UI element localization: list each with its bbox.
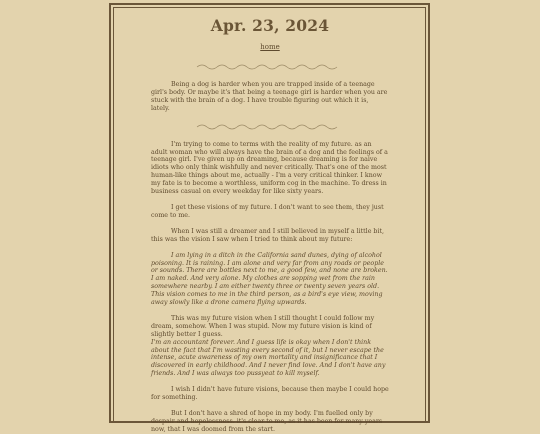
post-content [151,16,389,434]
paragraph: I'm trying to come to terms with the reality of my future. as an adult woman who will always have the brain of a dog and the feelings of a teenage girl. I've given up on dreaming, because dreaming is for naive idiots who only think wishfully and never critically. That's one of the most human-like things about me, actually - I'm a very critical thinker. I know my fate is to become a worthless, uniform cog in the machine. To dress in business casual on every weekday for like sixty years. [151,140,388,196]
post-date-title: Apr. 23, 2024 [210,16,330,35]
ornamental-divider [151,123,389,131]
paragraph: I wish I didn't have future visions, because then maybe I could hope for something. [151,386,389,402]
paragraph: This was my future vision when I still thought I could follow my dream, somehow. When I was stupid. Now my future vision is kind of slightly better I guess. [151,314,375,338]
paragraph-vision: I'm an accountant forever. And I guess life is okay when I don't think about the fact that I'm wasting every second of it, but I never escape the intense, acute awareness of my own mortality and insignificance that I discovered in early childhood. And I never find love. And I don't have any friends. And I was always too pussyeat to kill myself. [151,338,386,378]
paragraph: I get these visions of my future. I don't want to see them, they just come to me. [151,203,384,219]
home-link[interactable]: home [260,43,280,51]
paragraph: But I don't have a shred of hope in my body. I'm fuelled only by despair and hopelessness. it's clear to me, as it has been for many years now, that I was doomed from the start. [151,410,383,433]
squiggle-divider-icon [195,63,345,71]
ornamental-divider [151,63,389,71]
paragraph: When I was still a dreamer and I still believed in myself a little bit, this was the vision I saw when I tried to think about my future: [151,227,384,243]
paragraph: Being a dog is harder when you are trapped inside of a teenage girl's body. Or maybe it's that being a teenage girl is harder when you are stuck with the brain of a dog. I have trouble figuring out which it is, lately. [151,81,388,112]
paragraph-vision: I am lying in a ditch in the California sand dunes, dying of alcohol poisoning. It is raining. I am alone and very far from any roads or people or sounds. There are bottles next to me, a good few, and none are broken. I am naked. And very alone. My clothes are sopping wet from the rain somewhere nearby. I am either twenty three or twenty seven years old. This vision comes to me in the third person, as a bird's eye view, moving away slowly like a drone camera flying upwards. [151,251,388,307]
squiggle-divider-icon [195,123,345,131]
